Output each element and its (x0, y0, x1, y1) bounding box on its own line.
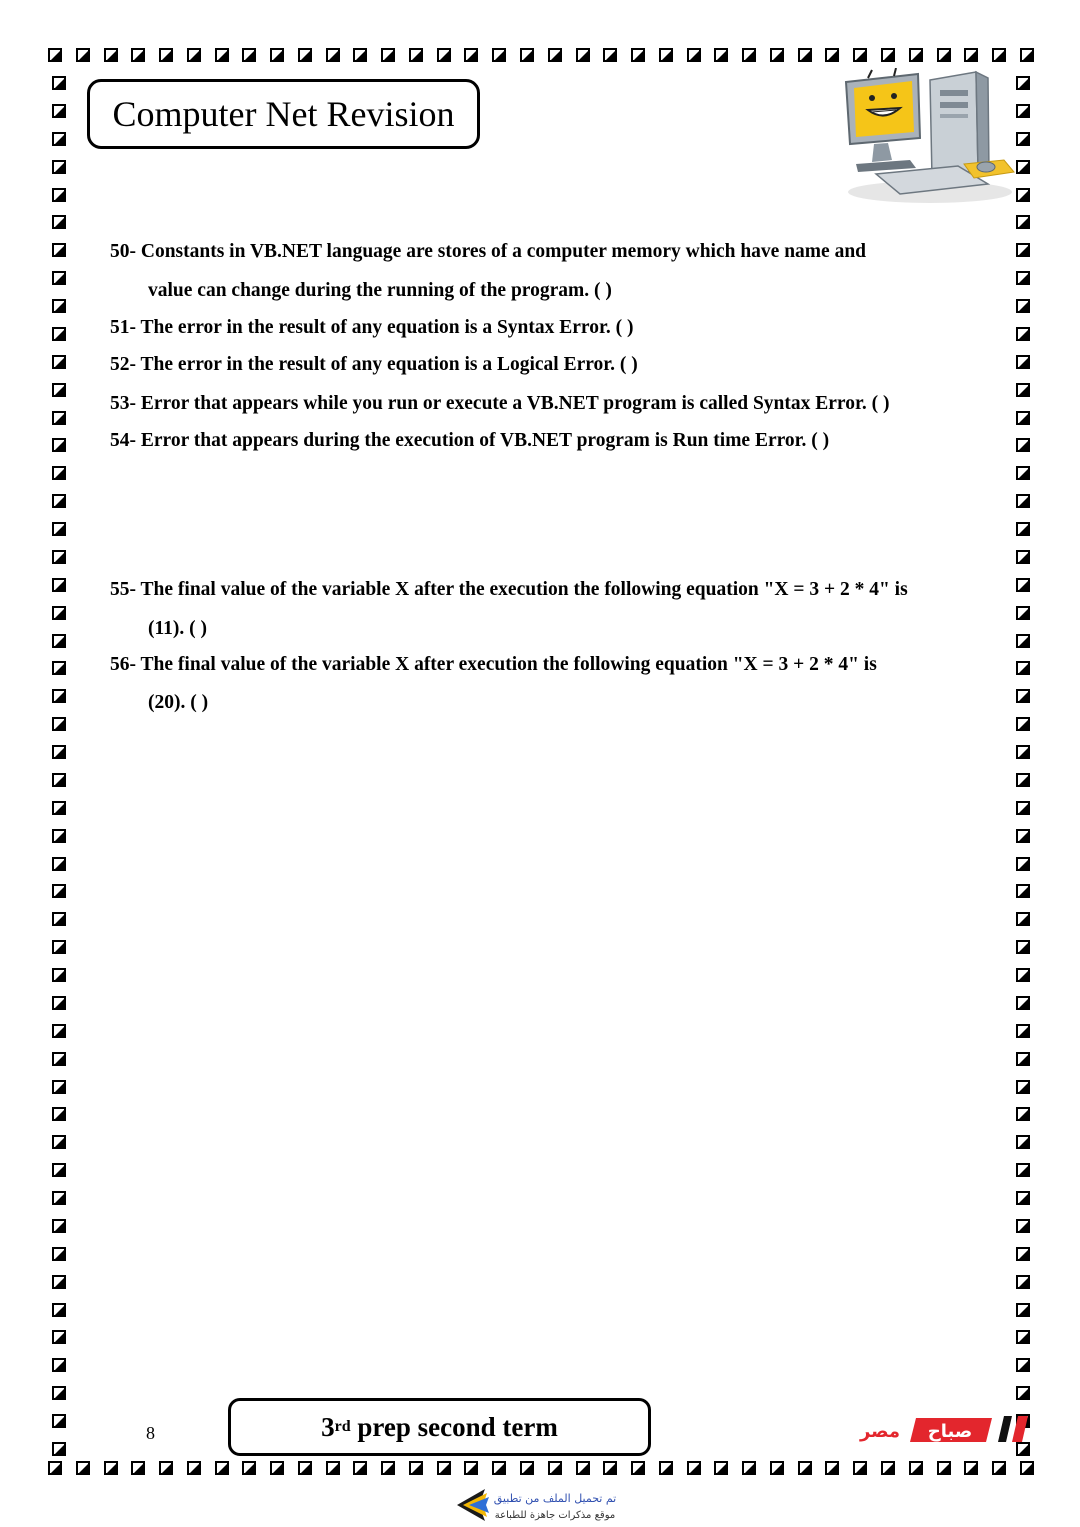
border-tile-icon (548, 48, 562, 62)
question-number: 56- (110, 654, 136, 675)
border-tile-icon (104, 48, 118, 62)
border-tile-icon (52, 327, 66, 341)
border-tile-icon (52, 912, 66, 926)
border-tile-icon (1016, 968, 1030, 982)
border-tile-icon (937, 1461, 951, 1475)
border-tile-icon (52, 745, 66, 759)
border-tile-icon (1016, 76, 1030, 90)
border-tile-icon (1016, 1358, 1030, 1372)
border-tile-icon (353, 48, 367, 62)
border-tile-icon (242, 1461, 256, 1475)
border-tile-icon (1016, 884, 1030, 898)
border-tile-icon (881, 1461, 895, 1475)
border-tile-icon (687, 48, 701, 62)
border-tile-icon (52, 466, 66, 480)
app-line-1: تم تحميل الملف من تطبيق (493, 1492, 617, 1505)
border-tile-icon (52, 1303, 66, 1317)
border-tile-icon (1016, 773, 1030, 787)
border-tile-icon (964, 1461, 978, 1475)
border-tile-icon (714, 48, 728, 62)
question-number: 51- (110, 317, 136, 338)
border-tile-icon (1016, 1107, 1030, 1121)
border-tile-icon (659, 48, 673, 62)
border-tile-icon (298, 1461, 312, 1475)
border-tile-icon (1016, 1386, 1030, 1400)
border-tile-icon (1016, 299, 1030, 313)
border-tile-icon (48, 1461, 62, 1475)
question-number: 55- (110, 579, 136, 600)
border-tile-icon (1020, 1461, 1034, 1475)
border-tile-icon (242, 48, 256, 62)
border-tile-icon (464, 1461, 478, 1475)
border-tile-icon (881, 48, 895, 62)
question-number: 52- (110, 354, 136, 375)
question-text: Error that appears while you run or execute a VB.NET program is called Syntax Error. ( ) (140, 393, 890, 414)
border-tile-icon (437, 48, 451, 62)
border-tile-icon (1016, 912, 1030, 926)
border-tile-icon (1016, 215, 1030, 229)
border-tile-icon (576, 1461, 590, 1475)
border-tile-icon (215, 1461, 229, 1475)
border-tile-icon (52, 438, 66, 452)
border-tile-icon (825, 48, 839, 62)
border-tile-icon (52, 773, 66, 787)
border-tile-icon (464, 48, 478, 62)
border-tile-icon (964, 48, 978, 62)
app-line-2: موقع مذكرات جاهزة للطباعة (494, 1510, 616, 1521)
border-tile-icon (1016, 1275, 1030, 1289)
computer-illustration-icon (838, 68, 1016, 208)
border-tile-icon (52, 578, 66, 592)
border-tile-icon (52, 940, 66, 954)
border-tile-icon (381, 48, 395, 62)
border-tile-icon (52, 717, 66, 731)
border-tile-icon (52, 215, 66, 229)
border-tile-icon (187, 1461, 201, 1475)
border-tile-icon (1016, 271, 1030, 285)
border-tile-icon (937, 48, 951, 62)
page-number: 8 (146, 1423, 155, 1443)
question-53 (110, 392, 889, 416)
border-tile-icon (52, 689, 66, 703)
border-tile-icon (52, 1414, 66, 1428)
border-tile-icon (909, 1461, 923, 1475)
border-tile-icon (576, 48, 590, 62)
page-title: Computer Net Revision (112, 94, 455, 134)
border-tile-icon (52, 160, 66, 174)
border-tile-icon (52, 968, 66, 982)
border-tile-icon (659, 1461, 673, 1475)
border-tile-icon (1016, 801, 1030, 815)
page-title-box (87, 79, 480, 149)
border-tile-icon (52, 606, 66, 620)
question-text: The final value of the variable X after the execution the following equation "X = 3 + 2 * 4" is (140, 579, 908, 600)
border-left (52, 76, 70, 1456)
border-tile-icon (1016, 383, 1030, 397)
border-tile-icon (409, 48, 423, 62)
border-top (48, 48, 1034, 66)
border-tile-icon (1016, 634, 1030, 648)
border-tile-icon (52, 1191, 66, 1205)
border-tile-icon (770, 48, 784, 62)
border-tile-icon (992, 48, 1006, 62)
border-tile-icon (1016, 606, 1030, 620)
border-tile-icon (1016, 689, 1030, 703)
border-tile-icon (52, 355, 66, 369)
border-tile-icon (1016, 104, 1030, 118)
border-tile-icon (215, 48, 229, 62)
border-tile-icon (52, 661, 66, 675)
border-tile-icon (52, 1358, 66, 1372)
border-tile-icon (1016, 1330, 1030, 1344)
border-tile-icon (1016, 1135, 1030, 1149)
border-tile-icon (1016, 1191, 1030, 1205)
border-tile-icon (1016, 438, 1030, 452)
border-tile-icon (52, 104, 66, 118)
border-tile-icon (909, 48, 923, 62)
border-tile-icon (52, 522, 66, 536)
question-54 (110, 429, 829, 453)
border-tile-icon (631, 48, 645, 62)
border-tile-icon (742, 1461, 756, 1475)
question-number: 53- (110, 393, 136, 414)
border-tile-icon (1016, 1219, 1030, 1233)
border-bottom (48, 1461, 1034, 1479)
border-tile-icon (1016, 1080, 1030, 1094)
border-tile-icon (131, 1461, 145, 1475)
border-tile-icon (1016, 1024, 1030, 1038)
question-text: Error that appears during the execution of VB.NET program is Run time Error. ( ) (140, 430, 830, 451)
border-tile-icon (298, 48, 312, 62)
question-56-line-2: (20). ( ) (148, 692, 209, 713)
border-tile-icon (52, 1024, 66, 1038)
border-tile-icon (76, 1461, 90, 1475)
border-tile-icon (825, 1461, 839, 1475)
border-tile-icon (52, 1107, 66, 1121)
border-tile-icon (52, 801, 66, 815)
border-tile-icon (52, 634, 66, 648)
border-tile-icon (409, 1461, 423, 1475)
border-tile-icon (1016, 1163, 1030, 1177)
border-tile-icon (1016, 494, 1030, 508)
question-51 (110, 316, 633, 340)
border-tile-icon (104, 1461, 118, 1475)
border-tile-icon (1016, 717, 1030, 731)
border-tile-icon (1016, 1303, 1030, 1317)
border-tile-icon (326, 48, 340, 62)
border-tile-icon (1016, 940, 1030, 954)
question-55-line-2: (11). ( ) (148, 618, 208, 639)
border-tile-icon (1016, 550, 1030, 564)
brand-logo-icon (858, 1414, 1030, 1444)
border-tile-icon (1016, 355, 1030, 369)
border-tile-icon (52, 299, 66, 313)
border-tile-icon (52, 243, 66, 257)
border-tile-icon (520, 48, 534, 62)
border-tile-icon (52, 829, 66, 843)
question-text: The error in the result of any equation is a Syntax Error. ( ) (140, 317, 634, 338)
border-tile-icon (1016, 411, 1030, 425)
border-tile-icon (76, 48, 90, 62)
border-tile-icon (187, 48, 201, 62)
border-right (1016, 76, 1034, 1456)
question-52 (110, 353, 638, 377)
border-tile-icon (603, 1461, 617, 1475)
brand-text-1: صباح (927, 1421, 973, 1442)
border-tile-icon (742, 48, 756, 62)
term-ordinal: 3 (321, 1411, 335, 1442)
border-tile-icon (52, 1275, 66, 1289)
question-50-line-2: value can change during the running of the program. ( ) (148, 280, 612, 301)
border-tile-icon (1016, 243, 1030, 257)
border-tile-icon (52, 188, 66, 202)
border-tile-icon (437, 1461, 451, 1475)
border-tile-icon (631, 1461, 645, 1475)
border-tile-icon (492, 1461, 506, 1475)
border-tile-icon (1016, 745, 1030, 759)
border-tile-icon (159, 1461, 173, 1475)
border-tile-icon (1020, 48, 1034, 62)
border-tile-icon (492, 48, 506, 62)
border-tile-icon (48, 48, 62, 62)
question-text: The final value of the variable X after execution the following equation "X = 3 + 2 * 4" is (140, 654, 877, 675)
border-tile-icon (270, 1461, 284, 1475)
border-tile-icon (353, 1461, 367, 1475)
border-tile-icon (52, 550, 66, 564)
border-tile-icon (1016, 857, 1030, 871)
question-56-line-1 (110, 653, 877, 677)
border-tile-icon (52, 1330, 66, 1344)
border-tile-icon (1016, 522, 1030, 536)
border-tile-icon (52, 1442, 66, 1456)
border-tile-icon (52, 494, 66, 508)
term-text: prep second term (350, 1411, 558, 1442)
border-tile-icon (687, 1461, 701, 1475)
question-50-line-1 (110, 240, 866, 264)
border-tile-icon (1016, 327, 1030, 341)
border-tile-icon (548, 1461, 562, 1475)
border-tile-icon (52, 411, 66, 425)
border-tile-icon (1016, 466, 1030, 480)
border-tile-icon (1016, 996, 1030, 1010)
border-tile-icon (52, 1163, 66, 1177)
border-tile-icon (52, 857, 66, 871)
border-tile-icon (714, 1461, 728, 1475)
border-tile-icon (52, 76, 66, 90)
border-tile-icon (992, 1461, 1006, 1475)
border-tile-icon (520, 1461, 534, 1475)
border-tile-icon (52, 383, 66, 397)
border-tile-icon (52, 1080, 66, 1094)
border-tile-icon (1016, 160, 1030, 174)
border-tile-icon (1016, 578, 1030, 592)
border-tile-icon (52, 271, 66, 285)
border-tile-icon (603, 48, 617, 62)
border-tile-icon (52, 1052, 66, 1066)
border-tile-icon (1016, 188, 1030, 202)
question-number: 50- (110, 241, 136, 262)
question-number: 54- (110, 430, 136, 451)
border-tile-icon (853, 48, 867, 62)
border-tile-icon (52, 132, 66, 146)
question-55-line-1 (110, 578, 908, 602)
border-tile-icon (798, 1461, 812, 1475)
border-tile-icon (52, 1219, 66, 1233)
border-tile-icon (52, 884, 66, 898)
border-tile-icon (1016, 661, 1030, 675)
border-tile-icon (52, 1386, 66, 1400)
border-tile-icon (52, 1135, 66, 1149)
border-tile-icon (52, 996, 66, 1010)
border-tile-icon (798, 48, 812, 62)
question-text: Constants in VB.NET language are stores of a computer memory which have name and (140, 241, 867, 262)
border-tile-icon (326, 1461, 340, 1475)
border-tile-icon (131, 48, 145, 62)
app-logo-icon (455, 1487, 625, 1523)
border-tile-icon (770, 1461, 784, 1475)
term-label-box: 3 rd prep second term (228, 1398, 651, 1456)
border-tile-icon (1016, 132, 1030, 146)
border-tile-icon (270, 48, 284, 62)
border-tile-icon (1016, 1052, 1030, 1066)
border-tile-icon (52, 1247, 66, 1261)
brand-text-2: مصر (859, 1421, 901, 1442)
border-tile-icon (381, 1461, 395, 1475)
border-tile-icon (159, 48, 173, 62)
border-tile-icon (1016, 829, 1030, 843)
question-text: The error in the result of any equation is a Logical Error. ( ) (140, 354, 638, 375)
border-tile-icon (1016, 1247, 1030, 1261)
border-tile-icon (853, 1461, 867, 1475)
